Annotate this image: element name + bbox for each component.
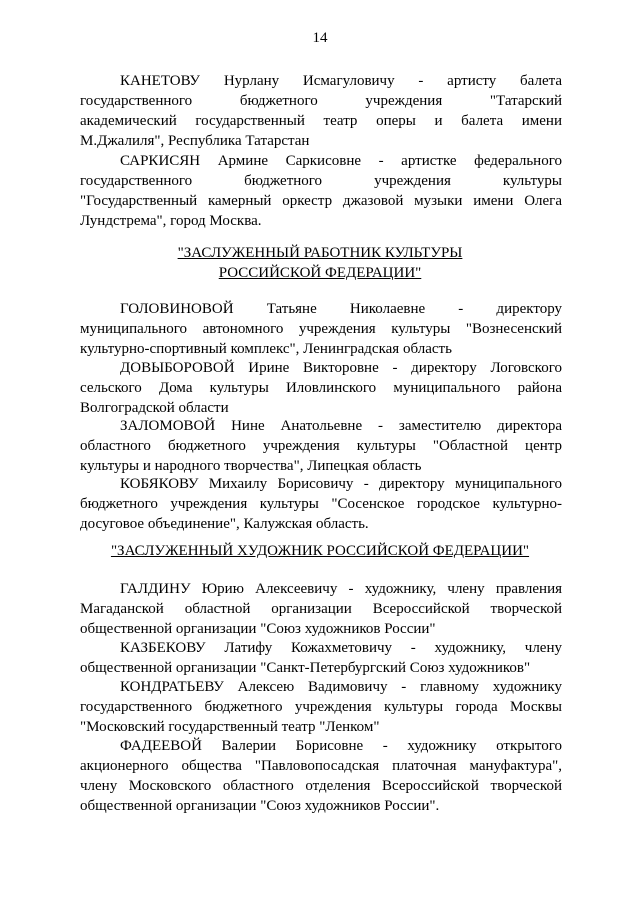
award-entry (80, 736, 562, 816)
entry-line: общественной организации "Союз художников России". (80, 798, 440, 814)
award-entry (80, 299, 562, 359)
entry-line: КОБЯКОВУ Михаилу Борисовичу - директору муниципального (120, 476, 562, 492)
page-number: 14 (312, 30, 328, 46)
entry-line: культуры и народного творчества", Липецкая область (80, 458, 422, 474)
section-heading-line: "ЗАСЛУЖЕННЫЙ ХУДОЖНИК РОССИЙСКОЙ ФЕДЕРАЦИИ" (110, 543, 530, 559)
entry-line: ДОВЫБОРОВОЙ Ирине Викторовне - директору Логовского (120, 360, 562, 376)
entry-line: Магаданской областной организации Всероссийской творческой (80, 601, 562, 617)
entry-line: ЗАЛОМОВОЙ Нине Анатольевне - заместителю директора (120, 418, 562, 434)
entry-line: Волгоградской области (80, 400, 229, 416)
entry-line: культурно-спортивный комплекс", Ленинградская область (80, 341, 452, 357)
entry-line: ГАЛДИНУ Юрию Алексеевичу - художнику, члену правления (120, 581, 562, 597)
entry-line: государственного бюджетного учреждения "Татарский (80, 93, 562, 109)
entry-line: КАНЕТОВУ Нурлану Исмагуловичу - артисту балета (120, 73, 562, 89)
section-heading-line: "ЗАСЛУЖЕННЫЙ РАБОТНИК КУЛЬТУРЫ (177, 245, 463, 261)
section-heading (0, 541, 640, 561)
entry-line: бюджетного учреждения культуры "Сосенское городское культурно- (80, 496, 562, 512)
award-entry (80, 474, 562, 534)
entry-line: члену Московского областного отделения Всероссийской творческой (80, 778, 562, 794)
entry-line: М.Джалиля", Республика Татарстан (80, 133, 310, 149)
entry-line: государственного бюджетного учреждения культуры города Москвы (80, 699, 562, 715)
award-entry (80, 151, 562, 231)
entry-line: сельского Дома культуры Иловлинского муниципального района (80, 380, 562, 396)
entry-line: акционерного общества "Павловопосадская платочная мануфактура", (80, 758, 562, 774)
entry-line: областного бюджетного учреждения культуры "Областной центр (80, 438, 562, 454)
entry-line: общественной организации "Союз художников России" (80, 621, 436, 637)
entry-line: "Московский государственный театр "Ленком" (80, 719, 380, 735)
entry-line: КАЗБЕКОВУ Латифу Кожахметовичу - художнику, члену (120, 640, 562, 656)
entry-line: общественной организации "Санкт-Петербургский Союз художников" (80, 660, 531, 676)
entry-line: ГОЛОВИНОВОЙ Татьяне Николаевне - директору (120, 301, 562, 317)
entry-line: КОНДРАТЬЕВУ Алексею Вадимовичу - главному художнику (120, 679, 562, 695)
entry-line: "Государственный камерный оркестр джазовой музыки имени Олега (80, 193, 562, 209)
section-heading (0, 243, 640, 283)
award-entry (80, 358, 562, 418)
entry-line: досуговое объединение", Калужская область. (80, 516, 369, 532)
award-entry (80, 71, 562, 151)
entry-line: Лундстрема", город Москва. (80, 213, 262, 229)
entry-line: государственного бюджетного учреждения культуры (80, 173, 562, 189)
entry-line: САРКИСЯН Армине Саркисовне - артистке федерального (120, 153, 562, 169)
award-entry (80, 416, 562, 476)
award-entry (80, 677, 562, 737)
award-entry (80, 638, 562, 678)
entry-line: академический государственный театр оперы и балета имени (80, 113, 562, 129)
entry-line: муниципального автономного учреждения культуры "Вознесенский (80, 321, 562, 337)
section-heading-line: РОССИЙСКОЙ ФЕДЕРАЦИИ" (218, 265, 422, 281)
entry-line: ФАДЕЕВОЙ Валерии Борисовне - художнику открытого (120, 738, 562, 754)
award-entry (80, 579, 562, 639)
